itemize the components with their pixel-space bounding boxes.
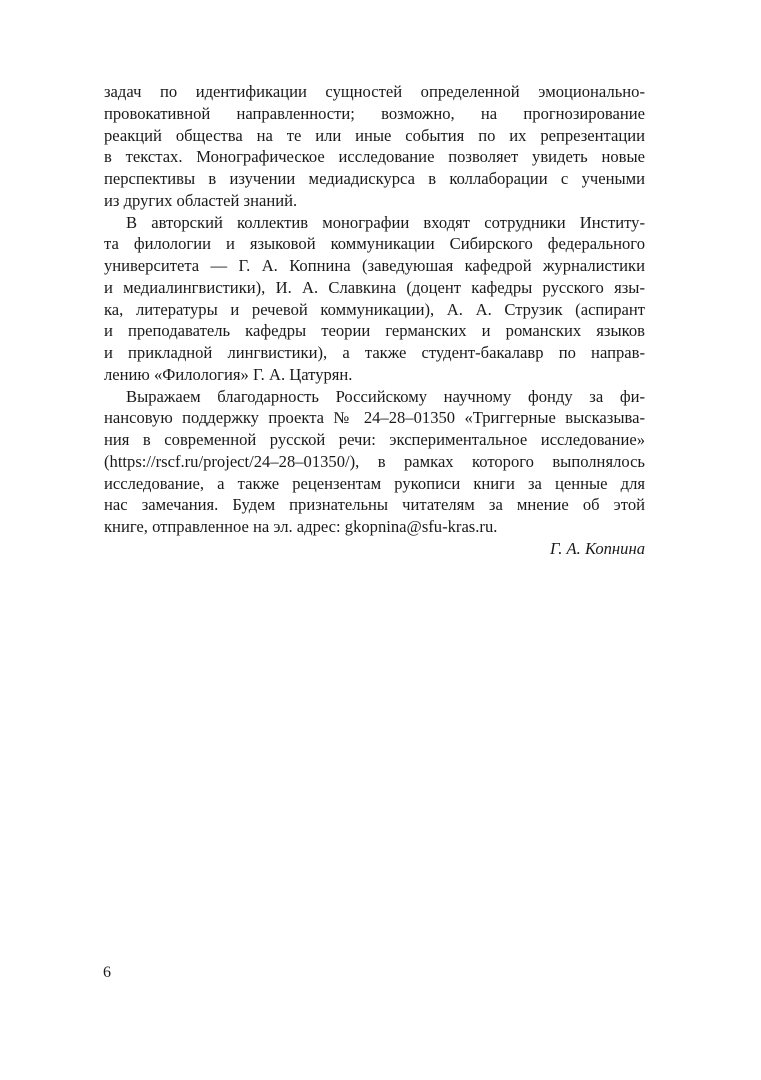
- paragraph-2: [104, 212, 645, 386]
- text-line: Выражаем благодарность Российскому научному фонду за фи-: [126, 386, 645, 406]
- text-line: книге, отправленное на эл. адрес: gkopnina@sfu-kras.ru.: [104, 517, 498, 536]
- text-line: ния в современной русской речи: экспериментальное исследование»: [104, 430, 645, 449]
- text-line: нас замечания. Будем признательны читателям за мнение об этой: [104, 495, 645, 515]
- text-line: исследование, а также рецензентам рукописи книги за ценные для: [104, 473, 645, 493]
- page-number: 6: [103, 964, 111, 981]
- body-text: [104, 81, 645, 560]
- text-line: ка, литературы и речевой коммуникации), А. А. Струзик (аспирант: [104, 299, 645, 319]
- text-line: задач по идентификации сущностей определенной эмоционально-: [104, 82, 645, 101]
- text-line: (https://rscf.ru/project/24–28–01350/), в рамках которого выполнялось: [104, 451, 645, 471]
- text-line: В авторский коллектив монографии входят сотрудники Институ-: [126, 212, 645, 232]
- text-line: нансовую поддержку проекта № 24–28–01350 «Триггерные высказыва-: [104, 408, 645, 428]
- text-line: университета — Г. А. Копнина (заведуюшая кафедрой журналистики: [104, 256, 645, 275]
- text-line: и прикладной лингвистики), а также студент-бакалавр по направ-: [104, 343, 645, 362]
- text-line: из других областей знаний.: [104, 190, 298, 210]
- paragraph-3: [104, 386, 645, 538]
- author-signature: Г. А. Копнина: [550, 538, 645, 558]
- text-line: и преподаватель кафедры теории германских и романских языков: [104, 321, 645, 341]
- text-line: в текстах. Монографическое исследование позволяет увидеть новые: [104, 147, 645, 167]
- text-line: лению «Филология» Г. А. Цатурян.: [104, 364, 353, 384]
- text-line: перспективы в изучении медиадискурса в коллаборации с учеными: [104, 169, 645, 188]
- text-line: провокативной направленности; возможно, на прогнозирование: [104, 103, 645, 123]
- text-line: реакций общества на те или иные события по их репрезентации: [104, 125, 645, 145]
- paragraph-1: [104, 81, 645, 212]
- text-line: и медиалингвистики), И. А. Славкина (доцент кафедры русского язы-: [104, 277, 645, 297]
- text-line: та филологии и языковой коммуникации Сибирского федерального: [104, 234, 645, 254]
